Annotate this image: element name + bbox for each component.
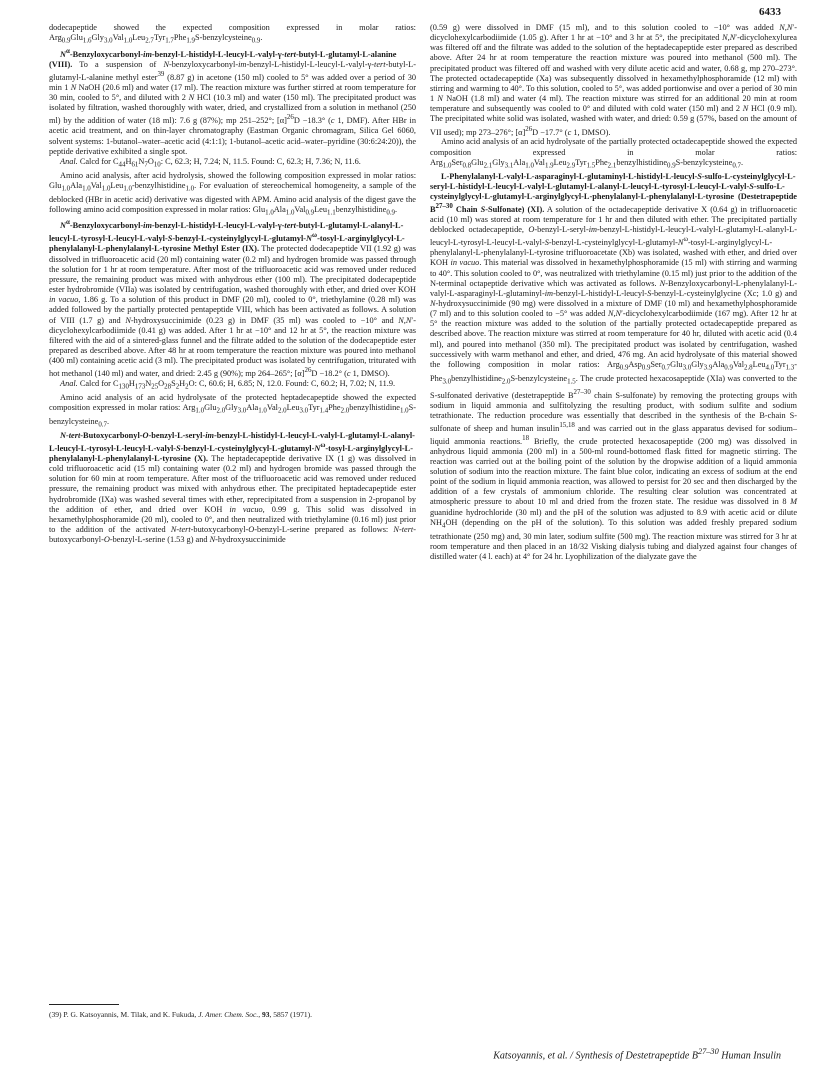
paragraph: L-Phenylalanyl-L-valyl-L-asparaginyl-L-glutaminyl-L-histidyl-L-leucyl-S-sulfo-L-cysteinylglycyl-L-seryl-L-histidyl-L-leucyl-L-valyl-L-glutamyl-L-alanyl-L-leucyl-L-tyrosyl-L-leucyl-L-valyl-S-sulfo-L-cysteinylglycyl-L-glutamyl-L-arginylglycyl-L-phenylalanyl-L-phenylalanyl-L-tyrosine (Destetrapeptide $B^{27-30}$ Chain S-Sulfonate) (XI). A solution of the octadecapeptide derivative X (0.64 g) in trifluoroacetic acid (10 ml) was stored at room temperature for 1 hr and then diluted with ether. The precipitated partially deblocked octadecapeptide, O-benzyl-L-seryl-im-benzyl-L-histidyl-L-leucyl-L-valyl-L-glutamyl-L-alanyl-L-leucyl-L-tyrosyl-L-leucyl-L-valyl-S-benzyl-$L-cysteinylglycyl-L-glutamyl-N^\omega-tosyl-L-arginylglycyl-L-phenylalanyl-L-phenylalanyl-L$-tyrosine trifluoroacetate (Xb) was isolated, washed with ether, and dried over KOH in vacuo. This material was dissolved in hexamethylphosphoramide (15 ml) with stirring and warming to 40°. This solution cooled to 0°, was neutralized with triethylamine (0.15 ml) just prior to the addition of the N-terminal octapeptide derivative which was activated as follows. N-Benzyloxycarbonyl-L-phenylalanyl-L-valyl-L-asparaginyl-L-glutaminyl-im-benzyl-L-histidyl-L-leucyl-S-benzyl-L-cysteinylglycine (Xc; 1.0 g) and N-hydroxysuccinimide (90 mg) were dissolved in a mixture of DMF (10 ml) and hexamethylphosphoramide (7 ml) and to this solution cooled to −5° was added N,N′-dicyclohexylcarbodiimide (167 mg). After 12 hr at 5° the reaction mixture was added to the solution of the partially protected octadecapeptide prepared as described above. The reaction mixture was stirred at room temperature for 40 hr, diluted with acetic acid (0.4 ml), and poured into methanol (350 ml). The precipitated product was isolated by centrifugation, washed successively with warm methanol and ether, and dried, 476 mg. An acid hydrolysate of this material showed the following composition in molar ratios: Arg$_{0.9}$Asp$_{0.9}$Ser$_{0.7}$Glu$_{3.0}$Gly$_{3.9}$Ala$_{0.9}$Val$_{2.8}$Leu$_{4.0}$Tyr$_{1.3}$-Phe$_{3.0}$benzylhistidine$_{2.0}$S-benzylcysteine$_{1.5}$. The crude protected hexacosapeptide (XIa) was converted to the S-sulfonated derivative (destetrapeptide $B^{27-30}$ chain S-sulfonate) by removing the protecting groups with sodium in liquid ammonia and sulfitolyzing the resulting product, with sodium sulfite and sodium tetrathionate. The reduction procedure was essentially that described in the synthesis of the B-chain S-sulfonate of sheep and human insulin$^{15,18}$ and was carried out in the glass apparatus devised for sodium–liquid ammonia reactions.$^{18}$ Briefly, the crude protected hexacosapeptide (200 mg) was dissolved in anhydrous liquid ammonia (200 ml) in a 500-ml round-bottomed flask fitted for magnetic stirring. The reaction was carried out at the boiling point of the solution by the dropwise addition of a liquid ammonia solution of sodium into the reaction mixture. The faint blue color, indicating an excess of sodium at the end point of the sodium in liquid ammonia reaction, was allowed to persist for 20 sec and then discharged by the addition of a few crystals of ammonium chloride. The resulting clear solution was concentrated at atmospheric pressure to about 10 ml and dried from the frozen state. The residue was dissolved in 8 M guanidine hydrochloride (30 ml) and the pH of the solution was adjusted to 8.9 with acetic acid or dilute $NH_4OH$ (depending on the pH of the solution). To this solution was added freshly prepared sodium tetrathionate (250 mg) and, 30 min later, sodium sulfite (500 mg). The reaction mixture was stirred for 3 hr at room temperature and then placed in an 18/32 Visking dialysis tubing and dialyzed against four changes of distilled water (4 l. each) at 4° for 24 hr. Lyophilization of the dialyzate gave the <box>430 171 798 561</box>
paragraph: $N^\alpha-Benzyloxycarbonyl-im-benzyl-L-histidyl-L-leucyl-L-valyl-\gamma-tert-butyl-L-glutamyl-L$-alanine (VIII). To a suspension of N-benzyloxycarbonyl-im-benzyl-L-histidyl-L-leucyl-L-valyl-γ-tert-butyl-L-glutamyl-L-alanine methyl ester$^{39}$ (8.87 g) in acetone (150 ml) cooled to 5° was added over a period of 30 min 1 N NaOH (20.6 ml) and water (17 ml). The reaction mixture was further stirred at room temperature for 30 min, cooled to 5°, and diluted with 2 N HCl (10.3 ml) and water (150 ml). The precipitated product was isolated by filtration, washed thoroughly with water, dried, and crystallized from a solution in methanol (250 ml) by the addition of water (18 ml): 7.6 g (87%); mp 251–252°; $[\alpha]^{26}D -18.3^\circ$ (c 1, DMF). After HBr in acetic acid treatment, and on thin-layer chromatography (Eastman Organic chromagram, Silica Gel 6060, solvent systems: 1-butanol–water–acetic acid (4:1:1); 1-butanol–acetic acid–water–pyridine (30:6:24:20)), the peptide derivative exhibited a single spot. <box>49 47 416 156</box>
left-column <box>49 23 416 545</box>
paragraph: Amino acid analysis, after acid hydrolysis, showed the following composition expressed in molar ratios: Glu$_{1.0}$Ala$_{1.0}$Val$_{1.0}$Leu$_{1.0}$-benzylhistidine$_{1.0}$. For evaluation of stereochemical homogeneity, a sample of the deblocked (HBr in acetic acid) derivative was digested with APM. Amino acid analysis of the digest gave the following amino acid composition expressed in molar ratios: Glu$_{1.0}$Ala$_{1.0}$Val$_{0.9}$Leu$_{1.1}$benzylhistidine$_{0.9}$. <box>49 170 416 217</box>
footnote-text: (39) P. G. Katsoyannis, M. Tilak, and K. Fukuda, J. Amer. Chem. Soc., 93, 5857 (1971). <box>49 1010 312 1019</box>
paragraph: (0.59 g) were dissolved in DMF (15 ml), and to this solution cooled to −10° was added N,N′-dicyclohexylcarbodiimide (1.05 g). After 1 hr at −10° and 3 hr at 5°, the precipitated N,N′-dicyclohexylurea was filtered off and the filtrate was added to the solution of the heptadecapeptide ester prepared as described above. After 24 hr at room temperature the reaction mixture was poured into methanol (500 ml). The precipitated product was filtered off and washed with very dilute acetic acid and water, 0.68 g, mp 270–273°. The protected octadecapeptide (Xa) was subsequently dissolved in hexamethylphosphoramide (12 ml) with stirring and warming to 40°. To this solution, cooled to 5°, was added portionwise and over a period of 30 min 1 N NaOH (1.8 ml) and water (4 ml). The reaction mixture was stirred for an additional 20 min at room temperature and subsequently was cooled to 0° and diluted with cold water (150 ml) and 2 N HCl (0.9 ml). The precipitated white solid was isolated, washed with water, and dried: 0.59 g (57%, based on the amount of VII used); mp 273–276°; $[\alpha]^{26}D -17.7^\circ$ (c 1, DMSO). <box>430 23 797 137</box>
paragraph: N-tert-Butoxycarbonyl-O-benzyl-L-seryl-im-benzyl-L-histidyl-L-leucyl-L-valyl-L-glutamyl-L-alanyl-L-leucyl-L-tyrosyl-L-leucyl-$L-valyl-S-benzyl-L-cysteinylglycyl-L-glutamyl-N^\omega-tosyl-L-arginylglycyl-L-phenylalanyl-L-phenylalanyl-L$-tyrosine (X). The heptadecapeptide derivative IX (1 g) was dissolved in cold trifluoroacetic acid (15 ml) containing water (0.2 ml) and hydrogen bromide was passed through the solution for 60 min at room temperature. After most of the trifluoroacetic acid was removed under reduced pressure, the remaining product was mixed with anhydrous ether. The precipitated heptadecapeptide ester hydrobromide (IXa) was washed several times with ether, reprecipitated from a suspension in 2-propanol by the addition of ether, and dried over KOH in vacuo, 0.99 g. This solid was dissolved in hexamethylphosphoramide (20 ml), cooled to 0°, and then neutralized with triethylamine (0.16 ml) just prior to the addition of the activated N-tert-butoxycarbonyl-O-benzyl-L-serine prepared as follows: N-tert-butoxycarbonyl-O-benzyl-L-serine (1.53 g) and N-hydroxysuccinimide <box>49 430 417 545</box>
footnote <box>49 1010 416 1019</box>
paragraph: Anal. Calcd for $C_{44}H_{61}N_7O_{10}$: C, 62.3; H, 7.24; N, 11.5. Found: C, 62.3; H, 7.36; N, 11.6. <box>60 156 361 169</box>
running-footer: Katsoyannis, et al. / Synthesis of Destetrapeptide $B^{27-30}$ Human Insulin <box>493 1047 781 1062</box>
footnote-rule <box>49 1004 119 1005</box>
page-number: 6433 <box>759 6 781 18</box>
right-column <box>430 23 797 562</box>
paragraph: dodecapeptide showed the expected composition expressed in molar ratios: Arg$_{0.9}$Glu$_{1.6}$Gly$_{3.0}$Val$_{1.0}$Leu$_{2.7}$Tyr$_{1.7}$Phe$_{1.9}$S-benzylcysteine$_{0.9}$. <box>49 23 416 45</box>
paragraph: Amino acid analysis of an acid hydrolysate of the partially protected octadecapeptide showed the expected composition expressed in molar ratios: Arg$_{1.0}$Ser$_{0.8}$Glu$_{2.1}$Gly$_{3.1}$Ala$_{1.0}$Val$_{1.9}$Leu$_{2.9}$Tyr$_{1.5}$Phe$_{2.1}$benzylhistidine$_{0.9}$S-benzylcysteine$_{0.7}$. <box>430 137 797 170</box>
paragraph: Anal. Calcd for $C_{130}H_{173}N_{25}O_{28}S_2H_2O$: C, 60.6; H, 6.85; N, 12.0. Found: C, 60.2; H, 7.02; N, 11.9. <box>60 379 396 391</box>
paragraph: Amino acid analysis of an acid hydrolysate of the protected heptadecapeptide showed the expected composition expressed in molar ratios: Arg$_{1.0}$Glu$_{2.0}$Gly$_{3.0}$Ala$_{1.0}$Val$_{2.0}$Leu$_{3.0}$Tyr$_{1.4}$Phe$_{2.0}$benzylhistidine$_{1.0}$S-benzylcysteine$_{0.7}$. <box>49 393 416 429</box>
paragraph: $N^\alpha-Benzyloxycarbonyl-im-benzyl-L-histidyl-L-leucyl-L-valyl-\gamma-tert-butyl-L-glutamyl-L-alanyl-L-leucyl-L-tyrosyl-L-leucyl-{}L-valyl-S-benzyl-L-cysteinylglycyl-L-glutamyl-N^\omega-tosyl-L-arginylglycyl-L-phenylalanyl-L-phenylalanyl-L$-tyrosine Methyl Ester (IX). The protected dodecapeptide VII (1.92 g) was dissolved in trifluoroacetic acid (20 ml) containing water (0.2 ml) and hydrogen bromide was passed through the solution for 1 hr at room temperature. After most of the trifluoroacetic acid was removed under reduced pressure, the remaining product was mixed with anhydrous ether (100 ml). The precipitated dodecapeptide ester hydrobromide (VIIa) was isolated by centrifugation, washed thoroughly with ether, and dried over KOH in vacuo, 1.86 g. To a solution of this product in DMF (20 ml), cooled to 0°, triethylamine (0.28 ml) was added followed by the partially protected pentapeptide VIII, which has been activated as follows. A solution of VIII (1.7 g) and N-hydroxysuccinimide (0.23 g) in DMF (35 ml) was cooled to −10° and N,N′-dicyclohexylcarbodiimide (0.41 g) was added. After 1 hr at −10° and 12 hr at 5°, the reaction mixture was filtered with the aid of a sintered-glass funnel and the filtrate added to the solution of the dodecapeptide ester prepared as described above. After 48 hr at room temperature the reaction mixture was poured into methanol (400 ml) containing acetic acid (3 ml). The precipitated product was isolated by centrifugation, triturated with hot methanol (140 ml) and water, and dried: 2.45 g (90%); mp 264–265°; $[\alpha]^{26}D -18.2^\circ$ (c 1, DMSO). <box>49 219 417 379</box>
